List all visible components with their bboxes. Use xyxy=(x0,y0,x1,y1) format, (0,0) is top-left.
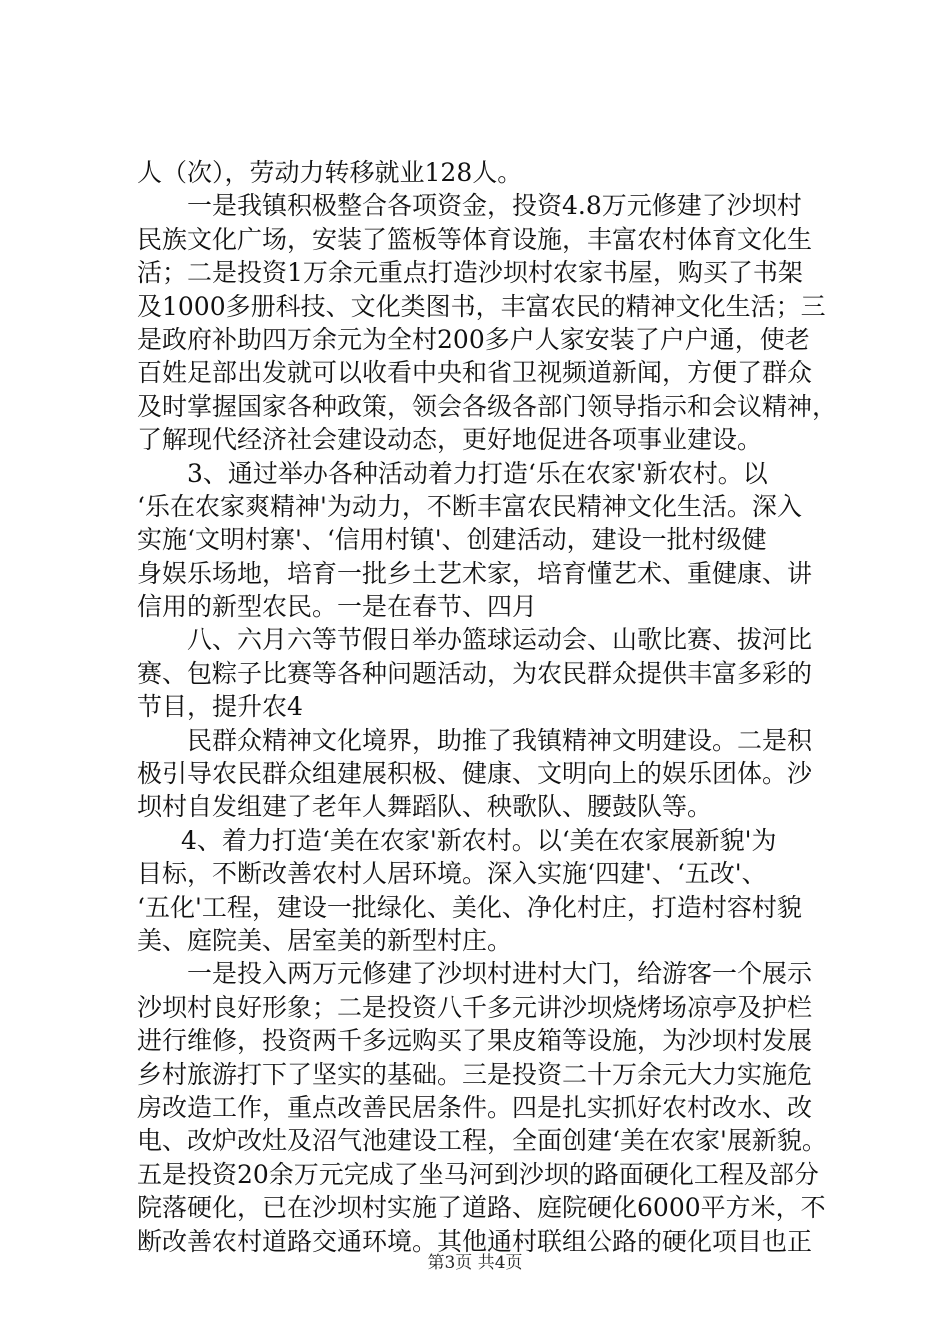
text-line: 4、着力打造‘美在农家'新农村。以‘美在农家展新貌'为 xyxy=(181,825,777,855)
text-line: 电、改炉改灶及沼气池建设工程，全面创建‘美在农家'展新貌。 xyxy=(137,1126,827,1156)
text-line: ‘五化'工程，建设一批绿化、美化、净化村庄，打造村容村貌 xyxy=(137,892,802,922)
text-line: 实施‘文明村寨'、‘信用村镇'、创建活动，建设一批村级健 xyxy=(137,525,767,555)
text-line: 一是我镇积极整合各项资金，投资4.8万元修建了沙坝村 xyxy=(187,191,802,221)
text-line: 民族文化广场，安装了篮板等体育设施，丰富农村体育文化生 xyxy=(137,224,813,254)
page-number-label: 第3页 共4页 xyxy=(427,1253,523,1273)
text-line: 院落硬化，已在沙坝村实施了道路、庭院硬化6000平方米，不 xyxy=(137,1193,826,1223)
text-line: 乡村旅游打下了坚实的基础。三是投资二十万余元大力实施危 xyxy=(137,1059,813,1089)
text-line: 及时掌握国家各种政策，领会各级各部门领导指示和会议精神， xyxy=(137,391,838,421)
text-line: 进行维修，投资两千多远购买了果皮箱等设施，为沙坝村发展 xyxy=(137,1026,813,1056)
text-line: ‘乐在农家爽精神'为动力，不断丰富农民精神文化生活。深入 xyxy=(137,491,802,521)
text-line: 及1000多册科技、文化类图书，丰富农民的精神文化生活；三 xyxy=(137,291,826,321)
text-line: 是政府补助四万余元为全村200多户人家安装了户户通，使老 xyxy=(137,324,810,354)
text-line: 一是投入两万元修建了沙坝村进村大门，给游客一个展示 xyxy=(187,959,813,989)
body-text xyxy=(137,156,838,1258)
text-line: 活；二是投资1万余元重点打造沙坝村农家书屋，购买了书架 xyxy=(137,258,803,288)
text-line: 节目，提升农4 xyxy=(137,692,303,722)
text-line: 人（次），劳动力转移就业128人。 xyxy=(137,158,523,187)
text-line: 身娱乐场地，培育一批乡土艺术家，培育懂艺术、重健康、讲 xyxy=(137,558,813,588)
text-line: 民群众精神文化境界，助推了我镇精神文明建设。二是积 xyxy=(187,725,813,755)
text-line: 房改造工作，重点改善民居条件。四是扎实抓好农村改水、改 xyxy=(137,1092,813,1122)
text-line: 极引导农民群众组建展积极、健康、文明向上的娱乐团体。沙 xyxy=(137,759,813,789)
text-line: 沙坝村良好形象；二是投资八千多元讲沙坝烧烤场凉亭及护栏 xyxy=(137,992,813,1022)
text-line: 八、六月六等节假日举办篮球运动会、山歌比赛、拔河比 xyxy=(187,625,813,655)
text-line: 美、庭院美、居室美的新型村庄。 xyxy=(137,925,513,955)
text-line: 目标，不断改善农村人居环境。深入实施‘四建'、‘五改'、 xyxy=(137,859,767,889)
text-line: 了解现代经济社会建设动态，更好地促进各项事业建设。 xyxy=(137,425,763,455)
text-line: 3、通过举办各种活动着力打造‘乐在农家'新农村。以 xyxy=(187,458,768,488)
text-line: 坝村自发组建了老年人舞蹈队、秧歌队、腰鼓队等。 xyxy=(137,792,713,822)
text-line: 五是投资20余万元完成了坐马河到沙坝的路面硬化工程及部分 xyxy=(137,1159,819,1189)
text-line: 信用的新型农民。一是在春节、四月 xyxy=(137,592,538,622)
text-line: 断改善农村道路交通环境。其他通村联组公路的硬化项目也正 xyxy=(137,1226,813,1256)
text-line: 赛、包粽子比赛等各种问题活动，为农民群众提供丰富多彩的 xyxy=(137,658,813,688)
text-line: 百姓足部出发就可以收看中央和省卫视频道新闻，方便了群众 xyxy=(137,358,813,388)
page-footer xyxy=(0,1248,950,1273)
